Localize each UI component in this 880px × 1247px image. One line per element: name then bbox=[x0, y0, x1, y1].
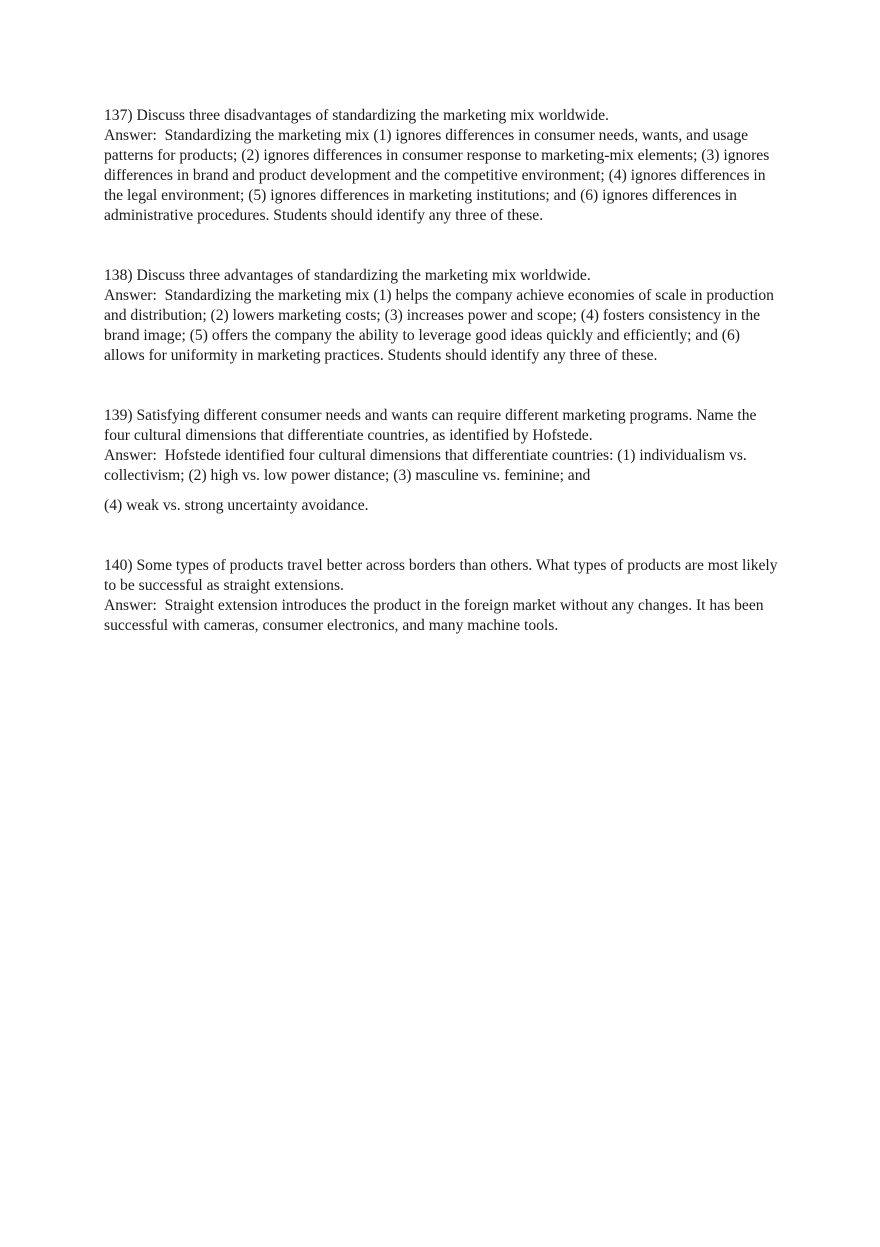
question-block-140 bbox=[104, 556, 784, 636]
answer-text: Hofstede identified four cultural dimensions that differentiate countries: (1) individualism vs. collectivism; (2) high vs. low power distance; (3) masculine vs. feminine; and bbox=[104, 447, 747, 484]
answer-paragraph bbox=[104, 286, 784, 366]
answer-text: Standardizing the marketing mix (1) ignores differences in consumer needs, wants, and usage patterns for products; (2) ignores differences in consumer response to marketing-mix elements; (3) ignores differences in brand and product development and the competitive environment; (4) ignores differences in the legal environment; (5) ignores differences in marketing institutions; and (6) ignores differences in administrative procedures. Students should identify any three of these. bbox=[104, 127, 770, 224]
question-text: 140) Some types of products travel better across borders than others. What types of products are most likely to be successful as straight extensions. bbox=[104, 557, 778, 594]
answer-label: Answer: bbox=[104, 597, 165, 614]
question-text: 138) Discuss three advantages of standardizing the marketing mix worldwide. bbox=[104, 267, 591, 284]
question-text: 139) Satisfying different consumer needs and wants can require different marketing programs. Name the four cultural dimensions that differentiate countries, as identified by Hofstede. bbox=[104, 407, 757, 444]
question-block-139 bbox=[104, 406, 784, 516]
answer-text: Standardizing the marketing mix (1) helps the company achieve economies of scale in production and distribution; (2) lowers marketing costs; (3) increases power and scope; (4) fosters consistency in the brand image; (5) offers the company the ability to leverage good ideas quickly and efficiently; and (6) allows for uniformity in marketing practices. Students should identify any three of these. bbox=[104, 287, 774, 364]
document-page bbox=[104, 106, 784, 636]
answer-continued-text: (4) weak vs. strong uncertainty avoidance. bbox=[104, 497, 369, 514]
answer-text: Straight extension introduces the product in the foreign market without any changes. It has been successful with cameras, consumer electronics, and many machine tools. bbox=[104, 597, 764, 634]
answer-label: Answer: bbox=[104, 447, 165, 464]
answer-paragraph bbox=[104, 446, 784, 486]
question-block-138 bbox=[104, 266, 784, 366]
answer-paragraph bbox=[104, 126, 784, 226]
question-text: 137) Discuss three disadvantages of standardizing the marketing mix worldwide. bbox=[104, 107, 609, 124]
answer-paragraph bbox=[104, 596, 784, 636]
answer-label: Answer: bbox=[104, 287, 165, 304]
question-block-137 bbox=[104, 106, 784, 226]
answer-label: Answer: bbox=[104, 127, 165, 144]
